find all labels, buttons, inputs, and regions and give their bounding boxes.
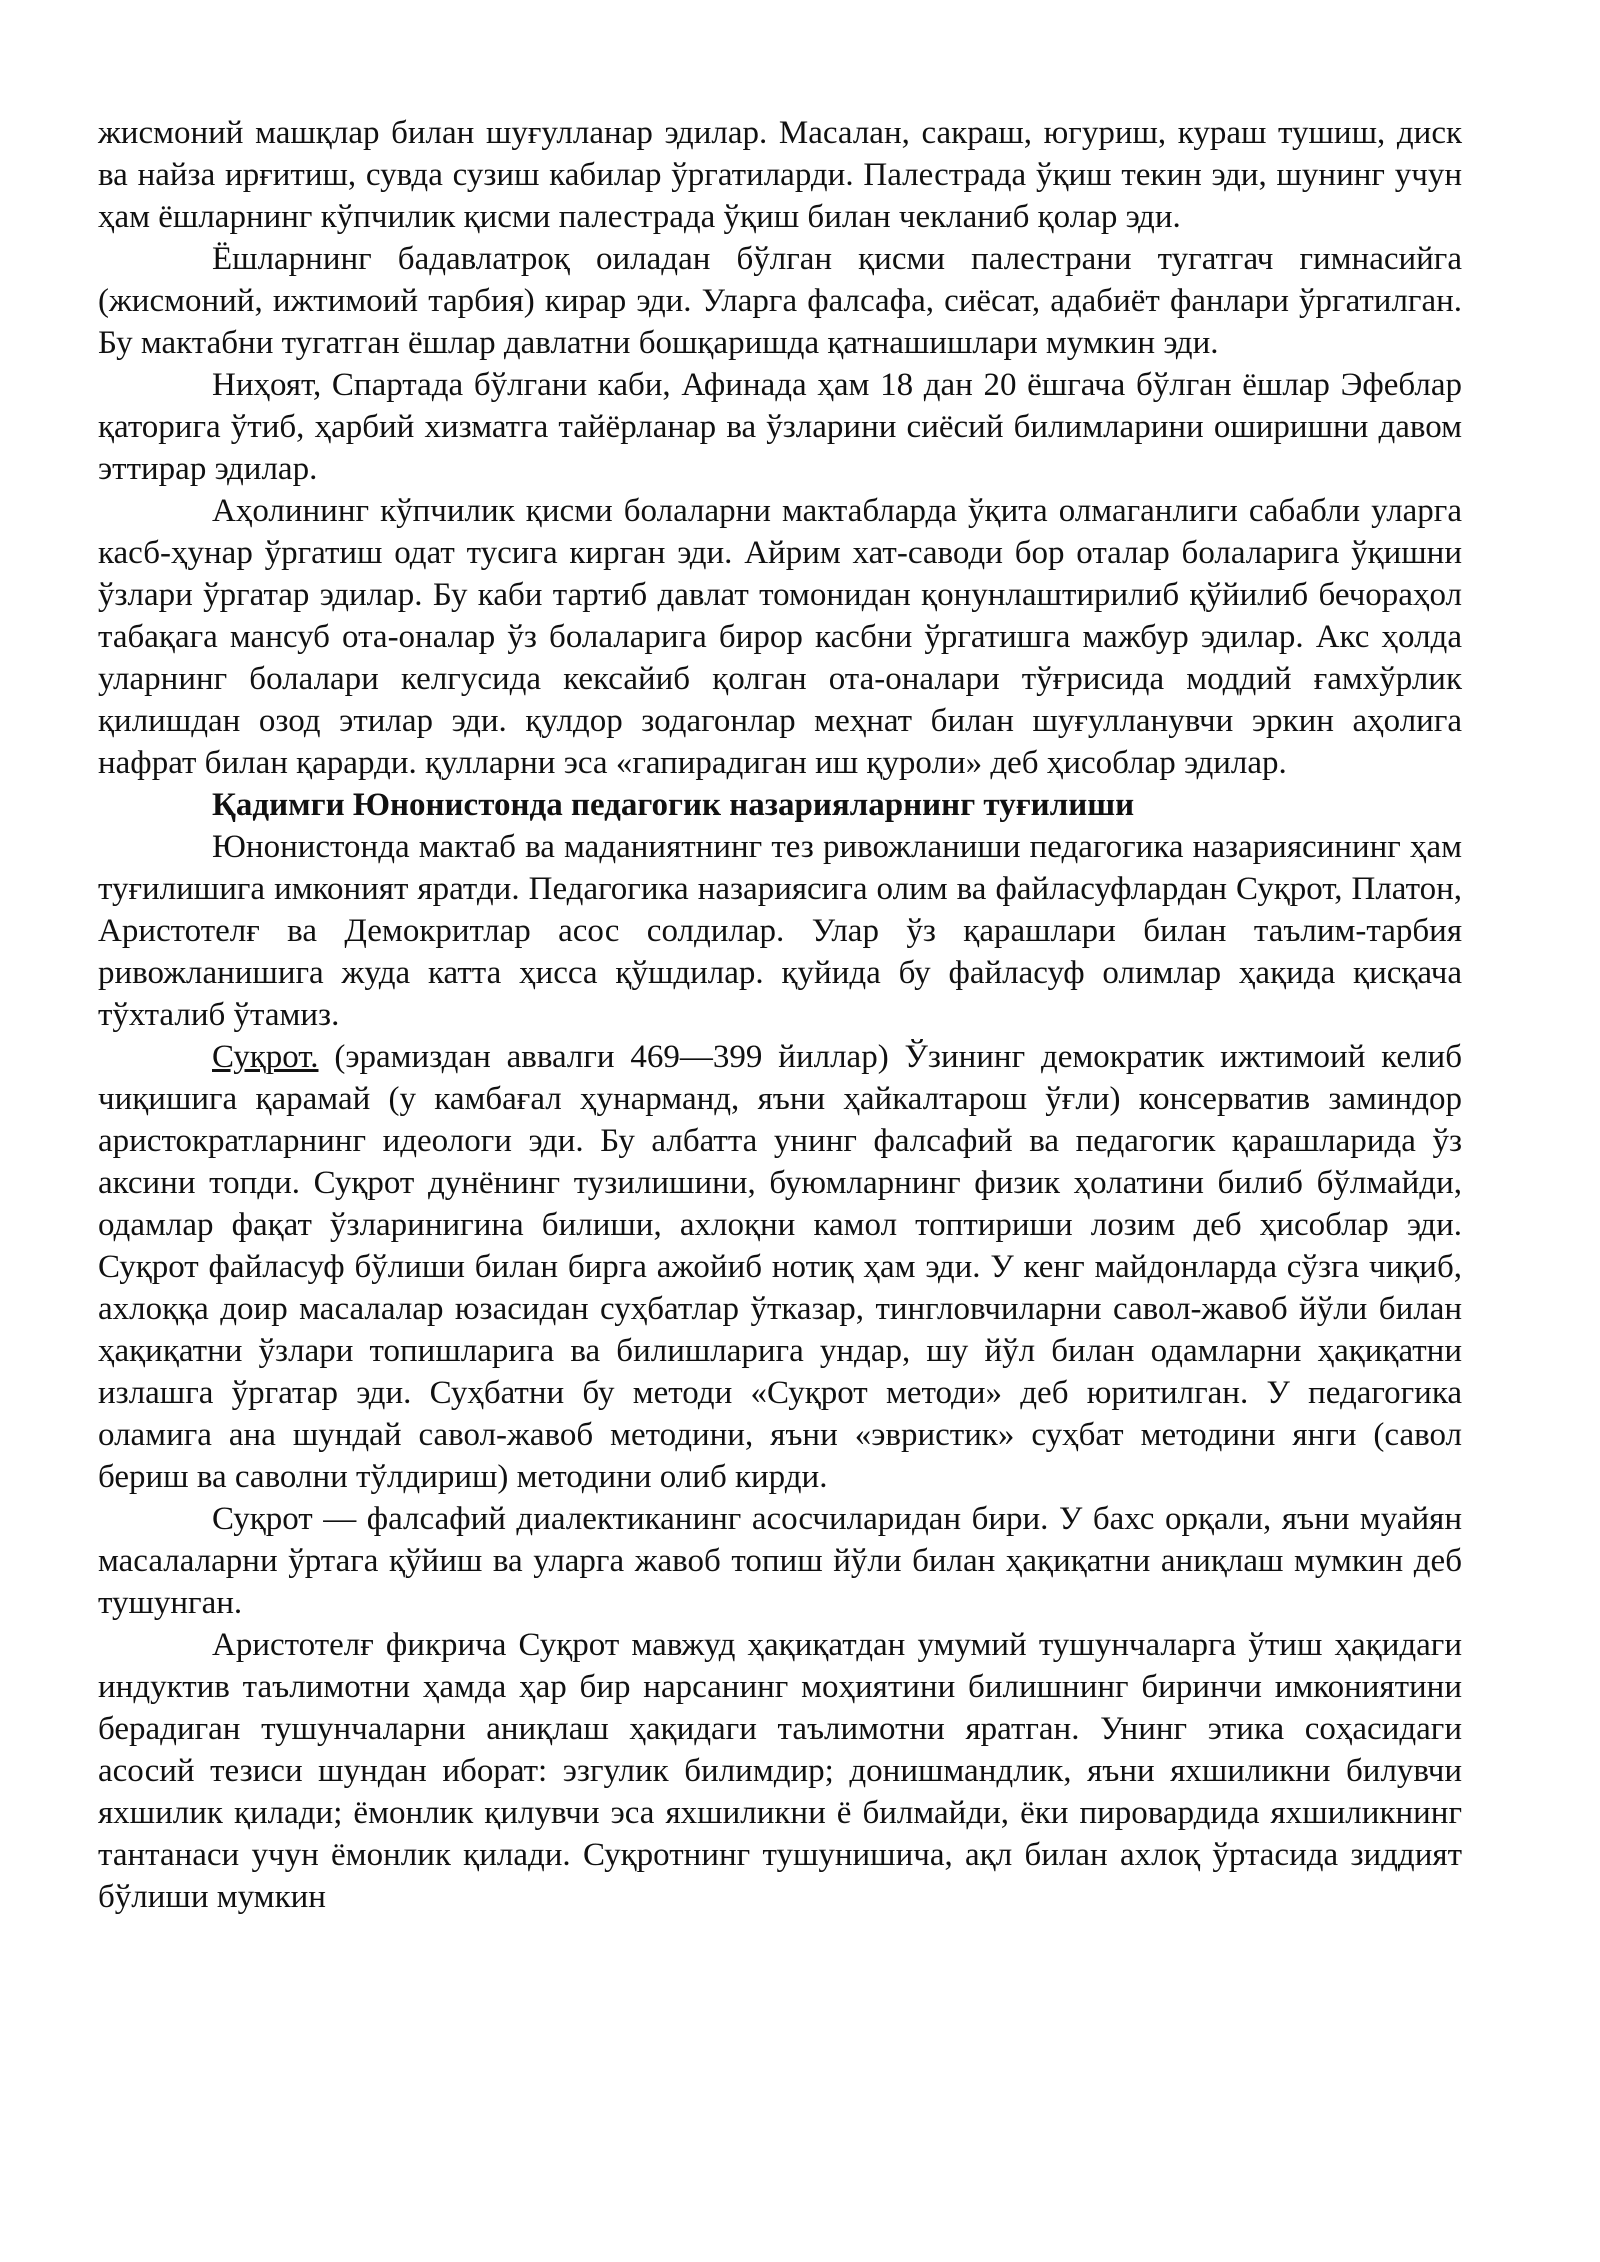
paragraph-6-lead: Суқрот. [212, 1039, 319, 1075]
paragraph-6-body: (эрамиздан аввалги 469—399 йиллар) Ўзининг демократик ижтимоий келиб чиқишига қарамай (у камбағал ҳунарманд, яъни ҳайкалтарош ўғли) консерватив заминдор аристократларнинг идеологи эди. Бу албатта унинг фалсафий ва педагогик қарашларида ўз аксини топди. Суқрот дунёнинг тузилишини, буюмларнинг физик ҳолатини билиб бўлмайди, одамлар фақат ўзларинигина билиши, ахлоқни камол топтириши лозим деб ҳисоблар эди. Суқрот файласуф бўлиши билан бирга ажойиб нотиқ ҳам эди. У кенг майдонларда сўзга чиқиб, ахлоққа доир масалалар юзасидан суҳбатлар ўтказар, тингловчиларни савол-жавоб йўли билан ҳақиқатни ўзлари топишларига ва билишларига ундар, шу йўл билан одамларни ҳақиқатни излашга ўргатар эди. Суҳбатни бу методи «Суқрот методи» деб юритилган. У педагогика оламига ана шундай савол-жавоб методини, яъни «эвристик» суҳбат методини янги (савол бериш ва саволни тўлдириш) методини олиб кирди. [98, 1039, 1462, 1495]
paragraph-6 [98, 1036, 1462, 1498]
paragraph-2: Ёшларнинг бадавлатроқ оиладан бўлган қисми палестрани тугатгач гимнасийга (жисмоний, ижтимоий тарбия) кирар эди. Уларга фалсафа, сиёсат, адабиёт фанлари ўргатилган. Бу мактабни тугатган ёшлар давлатни бошқаришда қатнашишлари мумкин эди. [98, 241, 1462, 361]
document-page [98, 112, 1462, 1918]
section-heading: Қадимги Юнонистонда педагогик назарияларнинг туғилиши [212, 787, 1135, 823]
paragraph-8: Аристотелғ фикрича Суқрот мавжуд ҳақиқатдан умумий тушунчаларга ўтиш ҳақидаги индуктив таълимотни ҳамда ҳар бир нарсанинг моҳиятини билишнинг биринчи имкониятини берадиган тушунчаларни аниқлаш ҳақидаги таълимотни яратган. Унинг этика соҳасидаги асосий тезиси шундан иборат: эзгулик билимдир; донишмандлик, яъни яхшиликни билувчи яхшилик қилади; ёмонлик қилувчи эса яхшиликни ё билмайди, ёки пировардида яхшиликнинг тантанаси учун ёмонлик қилади. Суқротнинг тушунишича, ақл билан ахлоқ ўртасида зиддият бўлиши мумкин [98, 1627, 1462, 1915]
paragraph-5: Юнонистонда мактаб ва маданиятнинг тез ривожланиши педагогика назариясининг ҳам туғилишига имконият яратди. Педагогика назариясига олим ва файласуфлардан Суқрот, Платон, Аристотелғ ва Демокритлар асос солдилар. Улар ўз қарашлари билан таълим-тарбия ривожланишига жуда катта ҳисса қўшдилар. қуйида бу файласуф олимлар ҳақида қисқача тўхталиб ўтамиз. [98, 829, 1462, 1033]
paragraph-4: Аҳолининг кўпчилик қисми болаларни мактабларда ўқита олмаганлиги сабабли уларга касб-ҳунар ўргатиш одат тусига кирган эди. Айрим хат-саводи бор оталар болаларига ўқишни ўзлари ўргатар эдилар. Бу каби тартиб давлат томонидан қонунлаштирилиб қўйилиб бечораҳол табақага мансуб ота-оналар ўз болаларига бирор касбни ўргатишга мажбур эдилар. Акс ҳолда уларнинг болалари келгусида кексайиб қолган ота-оналари тўғрисида моддий ғамхўрлик қилишдан озод этилар эди. қулдор зодагонлар меҳнат билан шуғулланувчи эркин аҳолига нафрат билан қарарди. қулларни эса «гапирадиган иш қуроли» деб ҳисоблар эдилар. [98, 493, 1462, 781]
paragraph-3: Ниҳоят, Спартада бўлгани каби, Афинада ҳам 18 дан 20 ёшгача бўлган ёшлар Эфеблар қаторига ўтиб, ҳарбий хизматга тайёрланар ва ўзларини сиёсий билимларини оширишни давом эттирар эдилар. [98, 367, 1462, 487]
paragraph-1: жисмоний машқлар билан шуғулланар эдилар. Масалан, сакраш, югуриш, кураш тушиш, диск ва найза ирғитиш, сувда сузиш кабилар ўргатиларди. Палестрада ўқиш текин эди, шунинг учун ҳам ёшларнинг кўпчилик қисми палестрада ўқиш билан чекланиб қолар эди. [98, 115, 1462, 235]
paragraph-7: Суқрот — фалсафий диалектиканинг асосчиларидан бири. У бахс орқали, яъни муайян масалаларни ўртага қўйиш ва уларга жавоб топиш йўли билан ҳақиқатни аниқлаш мумкин деб тушунган. [98, 1501, 1462, 1621]
